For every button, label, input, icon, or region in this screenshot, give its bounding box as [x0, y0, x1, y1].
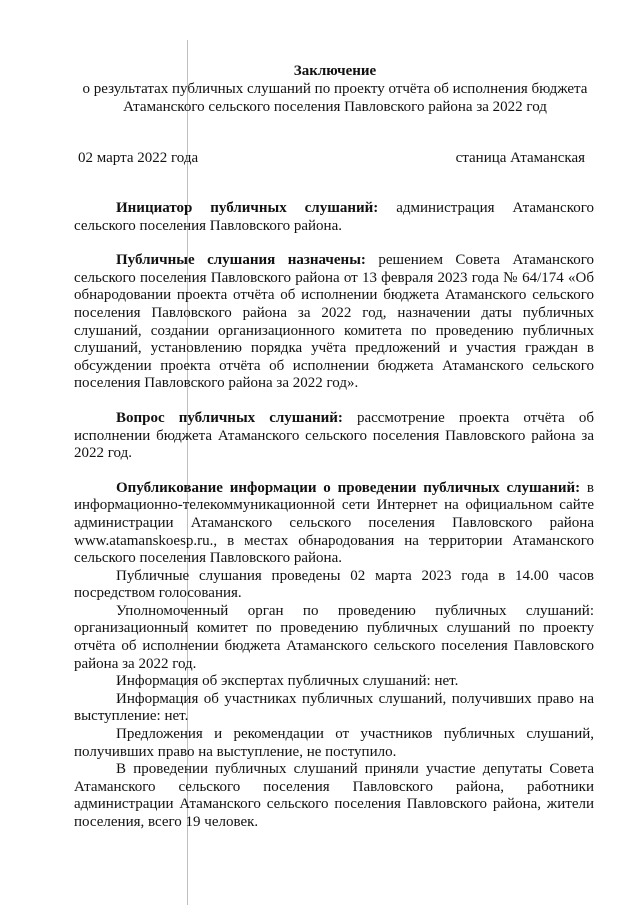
question-label: Вопрос публичных слушаний: [116, 409, 343, 426]
document-body [74, 200, 594, 832]
appointed-label: Публичные слушания назначены: [116, 252, 366, 269]
appointed-paragraph [74, 252, 594, 393]
initiator-label: Инициатор публичных слушаний: [116, 200, 379, 216]
question-paragraph [74, 410, 594, 463]
attendance-paragraph: В проведении публичных слушаний приняли участие депутаты Совета Атаманского сельского поселения Павловского района, работники администрации Атаманского сельского поселения Павловского района, жители поселения, всего 19 человек. [74, 761, 594, 830]
held-paragraph: Публичные слушания проведены 02 марта 2023 года в 14.00 часов посредством голосования. [74, 567, 594, 602]
question-text: рассмотрение проекта отчёта об исполнении бюджета Атаманского сельского поселения Павловского района за 2022 год. [74, 409, 594, 462]
initiator-paragraph [74, 200, 594, 235]
document-subtitle-line-2: Атаманского сельского поселения Павловского района за 2022 год [123, 99, 547, 115]
participants-paragraph: Информация об участниках публичных слушаний, получивших право на выступление: нет. [74, 690, 594, 725]
published-label: Опубликование информации о проведении публичных слушаний: [116, 479, 581, 496]
authority-paragraph: Уполномоченный орган по проведению публичных слушаний: организационный комитет по проведению публичных слушаний по проекту отчёта об исполнении бюджета Атаманского сельского поселения Павловского района за 2022 год. [74, 602, 594, 672]
document-date: 02 марта 2022 года [78, 150, 199, 166]
published-text: в информационно-телекоммуникационной сети Интернет на официальном сайте администрации Атаманского сельского поселения Павловского района www.atamanskoesp.ru., в местах обнародования на территории Атаманского сельского поселения Павловского района. [74, 479, 594, 567]
document-subtitle-line-1: о результатах публичных слушаний по проекту отчёта об исполнения бюджета [82, 81, 588, 97]
header [60, 62, 610, 116]
published-paragraph [74, 480, 594, 568]
document-title: Заключение [293, 63, 377, 79]
document-place: станица Атаманская [455, 150, 585, 166]
experts-paragraph: Информация об экспертах публичных слушаний: нет. [116, 673, 459, 690]
initiator-text: администрация Атаманского сельского поселения Павловского района. [74, 200, 595, 234]
proposals-paragraph: Предложения и рекомендации от участников публичных слушаний, получивших право на выступление, не поступило. [74, 726, 594, 760]
appointed-text: решением Совета Атаманского сельского поселения Павловского района от 13 февраля 2023 года № 64/174 «Об обнародовании проекта отчёта об исполнении бюджета Атаманского сельского поселения Павловского района за 2022 год, назначении даты публичных слушаний, создании организационного комитета по проведению публичных слушаний, установлению порядка учёта предложений и участия граждан в обсуждении проекта отчёта об исполнении бюджета Атаманского сельского поселения Павловского района за 2022 год». [74, 252, 594, 392]
